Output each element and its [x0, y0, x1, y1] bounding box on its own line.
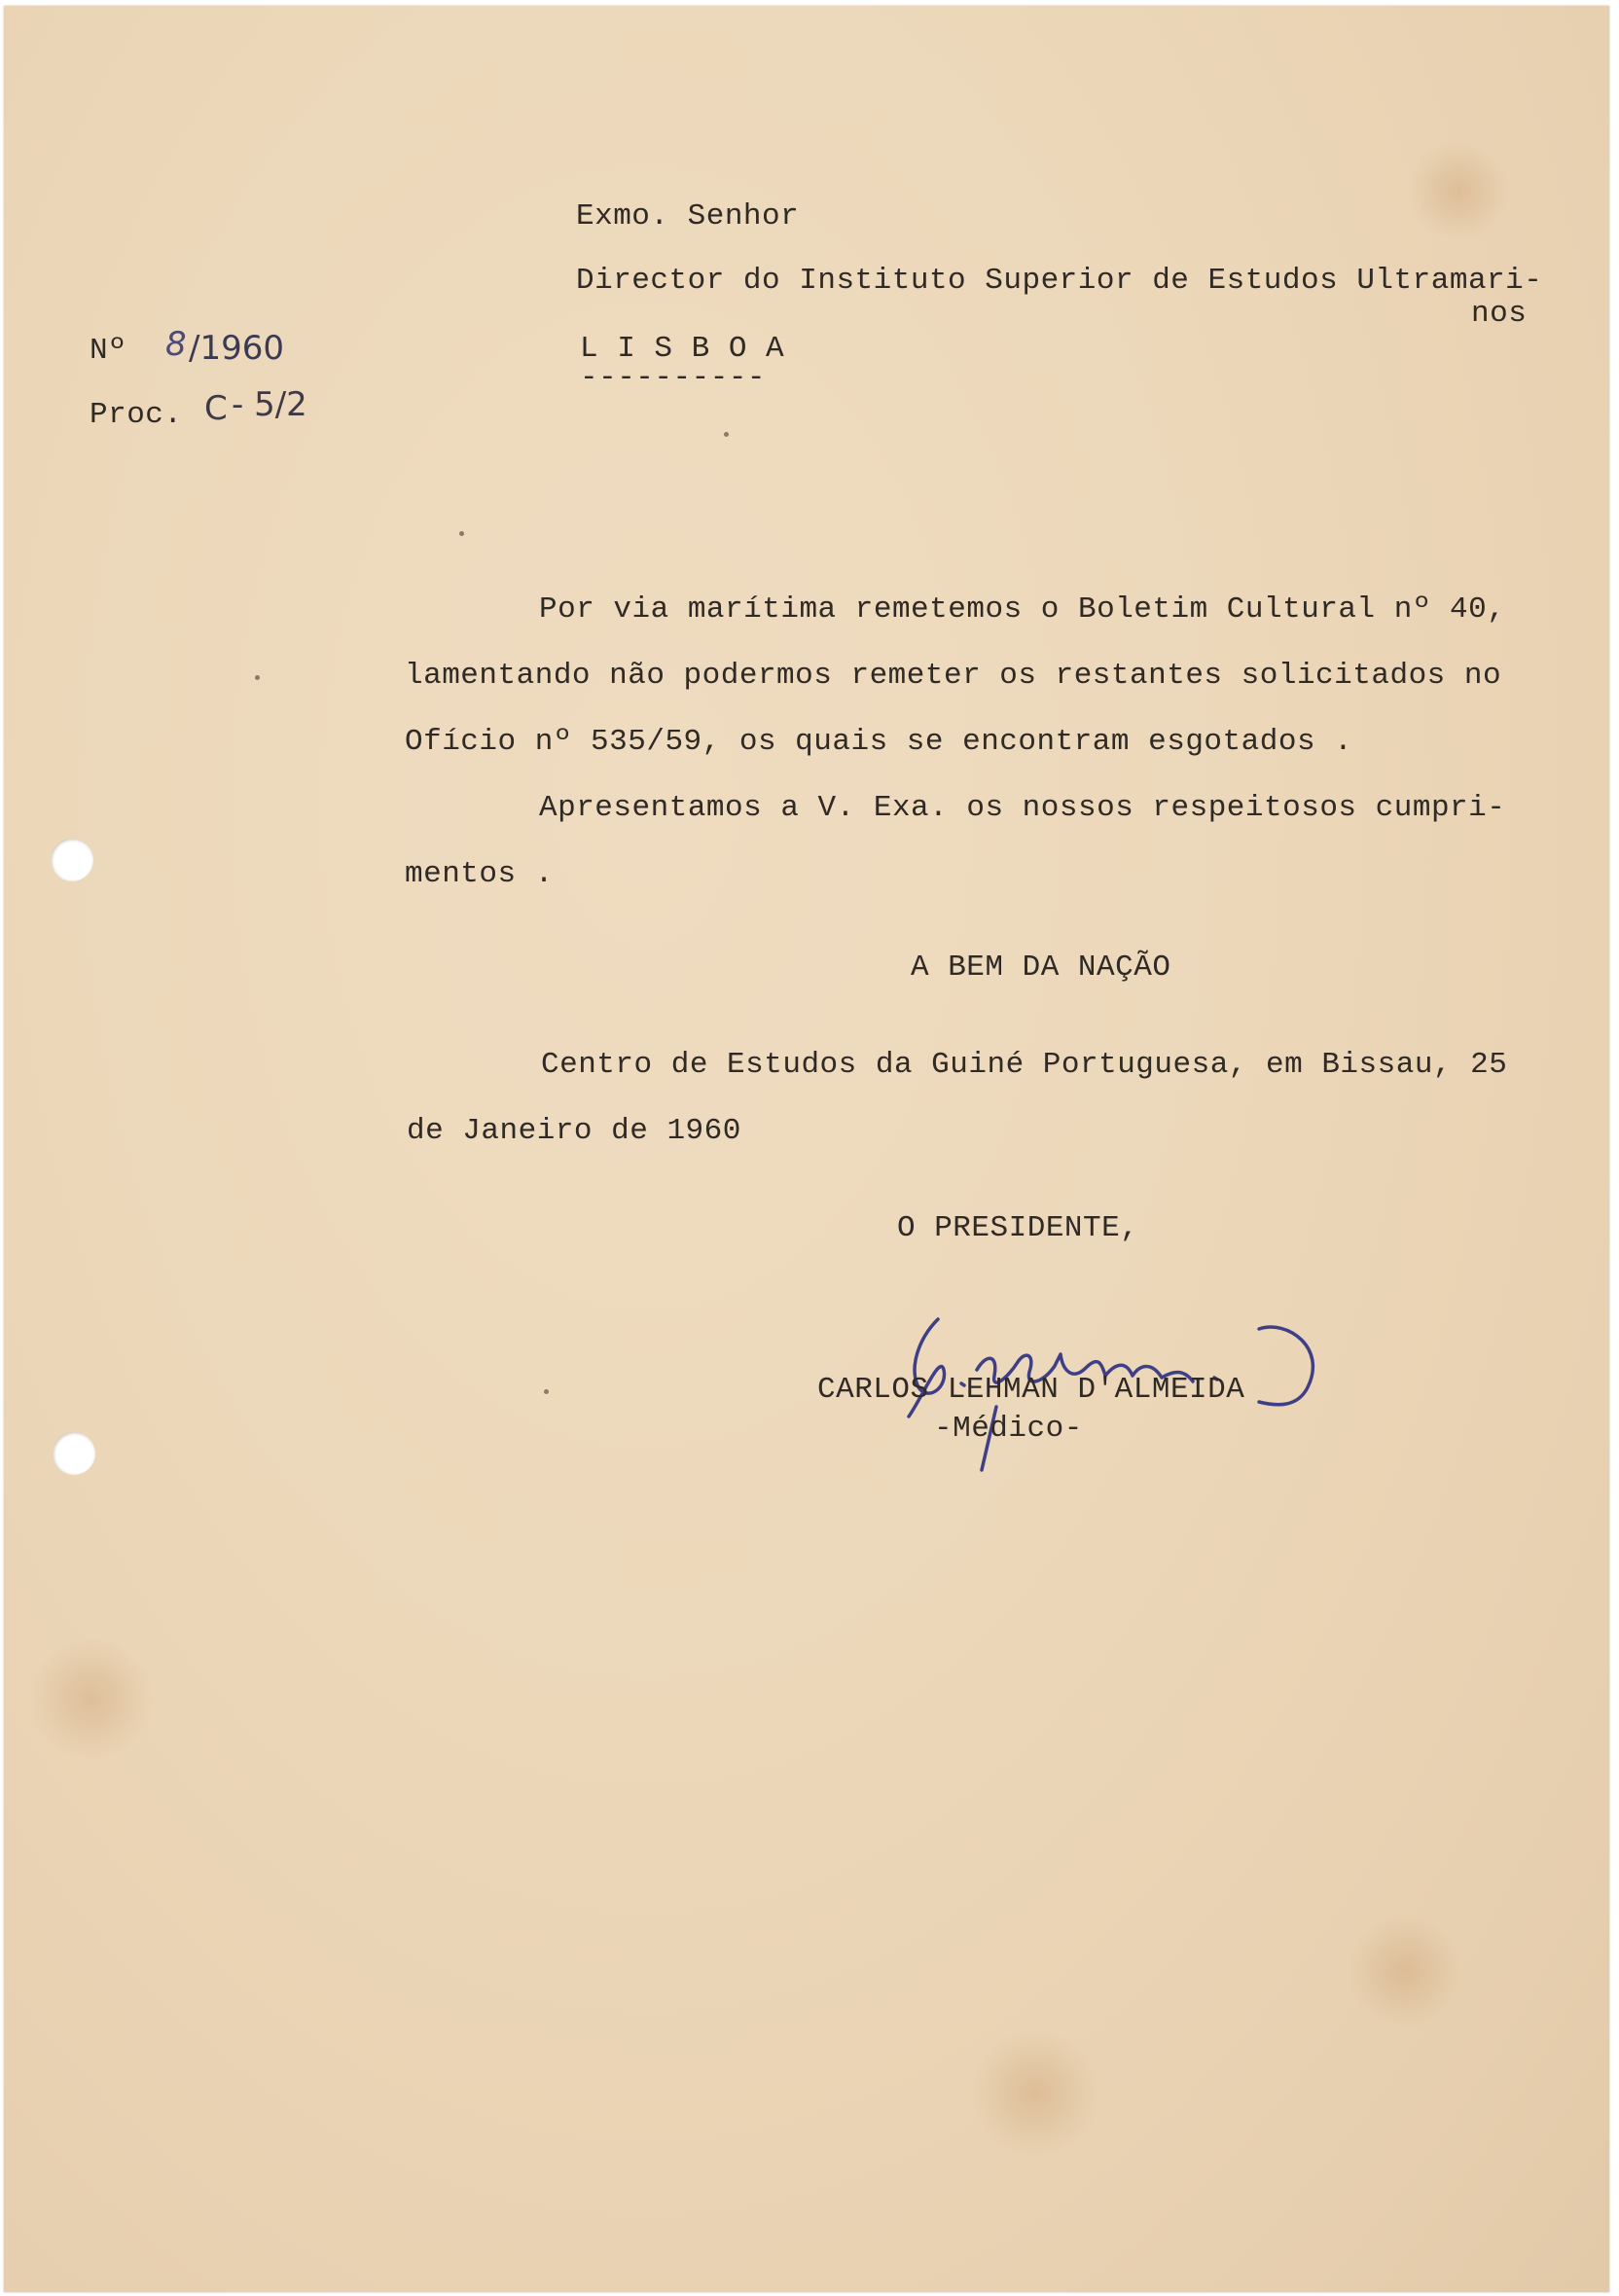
punch-hole-top	[51, 839, 93, 881]
addressee-city-underline: ----------	[580, 361, 767, 395]
paper-stain	[1347, 1913, 1463, 2029]
addressee-line1: Director do Instituto Superior de Estudos Ultramari-	[576, 264, 1543, 298]
body-line-1: Por via marítima remetemos o Boletim Cultural nº 40,	[539, 592, 1506, 627]
signature-role: -Médico-	[934, 1412, 1083, 1446]
body-line-4: Apresentamos a V. Exa. os nossos respeitosos cumpri-	[539, 791, 1506, 825]
paper-stain	[1405, 142, 1512, 239]
closing-place-line-2: de Janeiro de 1960	[407, 1114, 741, 1148]
punch-hole-bottom	[53, 1432, 95, 1475]
signature-title: O PRESIDENTE,	[897, 1211, 1139, 1245]
paper-speck	[544, 1389, 549, 1394]
signature-name: CARLOS LEHMAN D'ALMEIDA	[817, 1373, 1245, 1407]
addressee-line1-continuation: nos	[1471, 297, 1528, 331]
addressee-city: L I S B O A	[580, 332, 785, 366]
letter-sheet	[4, 6, 1609, 2292]
body-line-3: Ofício nº 535/59, os quais se encontram esgotados .	[405, 725, 1353, 759]
closing-place-line-1: Centro de Estudos da Guiné Portuguesa, em Bissau, 25	[541, 1048, 1508, 1082]
body-line-2: lamentando não podermos remeter os restantes solicitados no	[405, 659, 1502, 693]
paper-speck	[255, 675, 260, 680]
process-number: - 5/2	[232, 385, 307, 424]
reference-number-year: /1960	[189, 329, 284, 368]
addressee-salutation: Exmo. Senhor	[576, 199, 800, 233]
body-line-5: mentos .	[405, 857, 554, 891]
paper-stain	[967, 2029, 1103, 2156]
process-label: Proc.	[90, 398, 183, 432]
process-handwritten-mark: C	[204, 389, 228, 428]
closing-motto: A BEM DA NAÇÃO	[911, 951, 1171, 985]
paper-stain	[23, 1640, 160, 1757]
paper-speck	[459, 531, 464, 536]
reference-number-label: Nº	[90, 334, 127, 368]
reference-number-handwritten: 8	[165, 325, 187, 364]
signature-stroke-flourish	[1259, 1327, 1313, 1405]
paper-speck	[724, 432, 729, 437]
